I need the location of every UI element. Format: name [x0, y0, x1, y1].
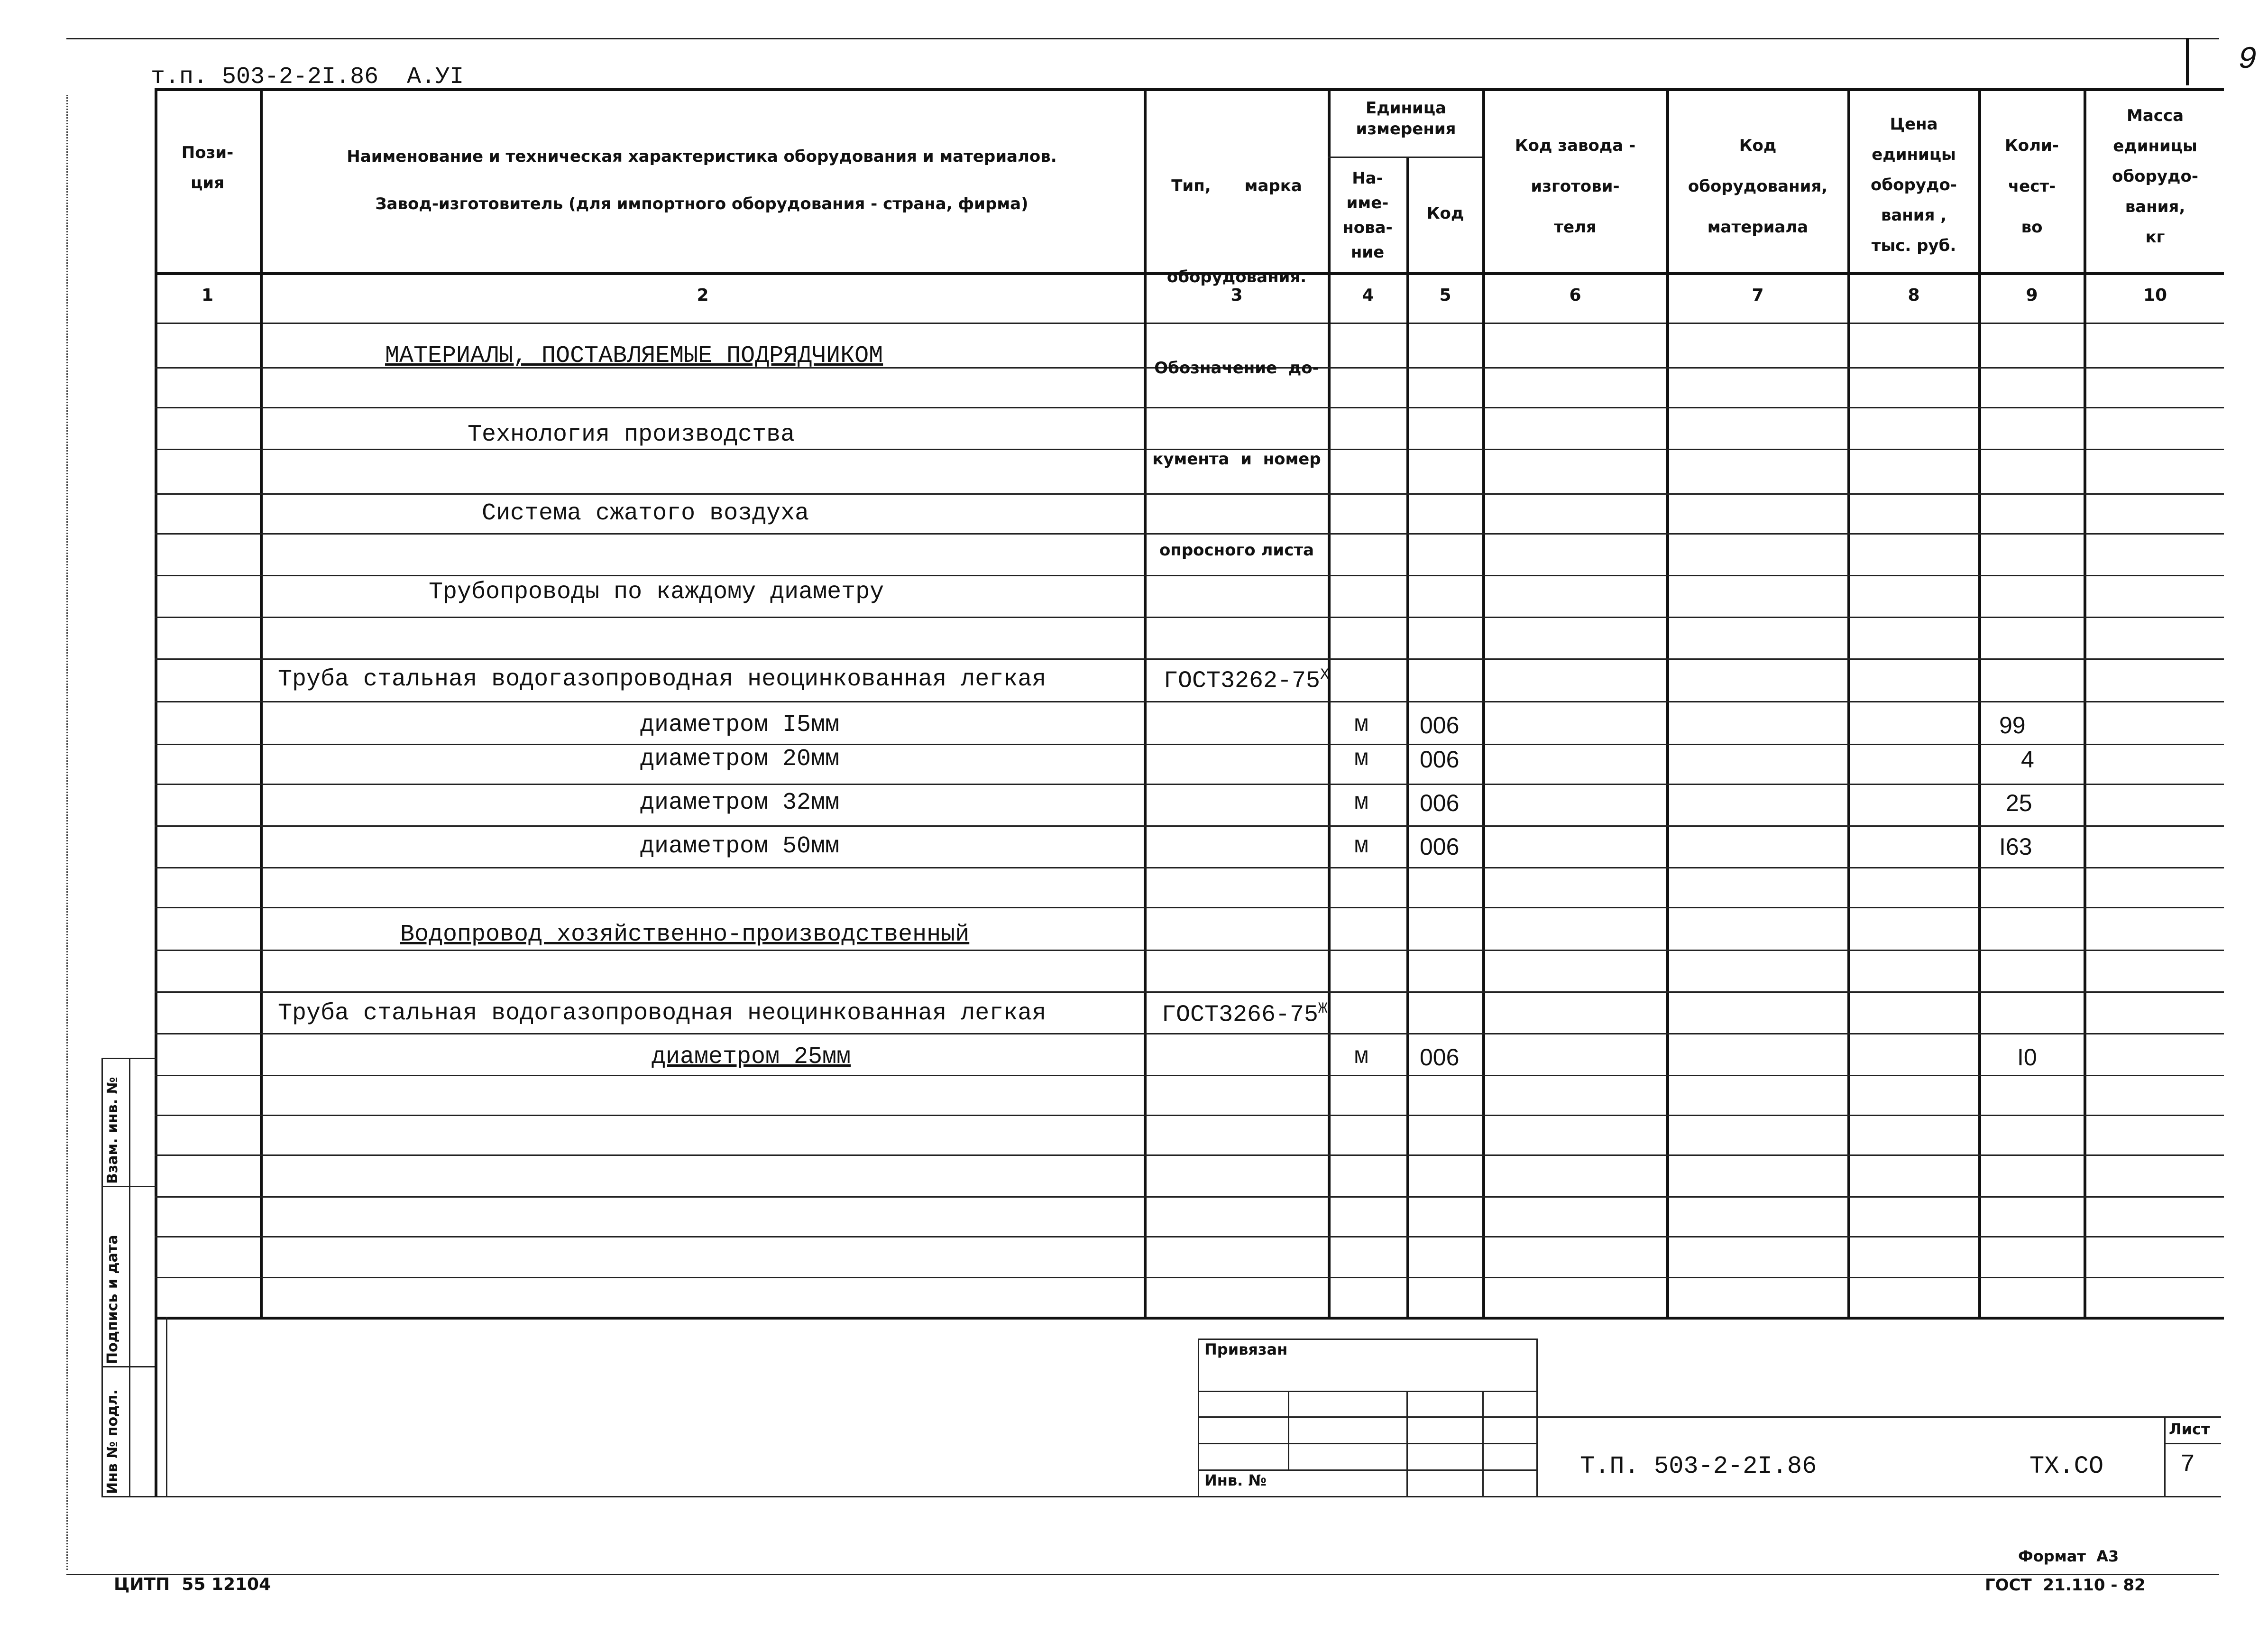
col-border-5 [1482, 88, 1485, 1317]
col-border-4 [1406, 157, 1409, 1317]
side-stamp-bottom [101, 1496, 2221, 1497]
page-top-line [66, 38, 2219, 39]
row-line [155, 825, 2224, 827]
section-title-materials: МАТЕРИАЛЫ, ПОСТАВЛЯЕМЫЕ ПОДРЯДЧИКОМ [385, 342, 883, 369]
col-border-8 [1978, 88, 1981, 1317]
stamp-mark: ТХ.СО [2029, 1452, 2104, 1480]
header-maker-code: Код завода - изготови- теля [1515, 136, 1636, 237]
quantity-cell: 25 [2006, 790, 2032, 816]
row-line [155, 744, 2224, 745]
diameter-label: диаметром I5мм [640, 711, 840, 739]
row-line [155, 950, 2224, 951]
table-top-border [155, 88, 2224, 91]
row-line [155, 784, 2224, 785]
row-line [155, 1115, 2224, 1116]
row-line [155, 867, 2224, 868]
cut-line [66, 95, 68, 1570]
side-inv-swap: Взам. инв. № [104, 1077, 121, 1184]
column-number: 10 [2143, 286, 2167, 305]
footer-format: Формат А3 [2018, 1547, 2119, 1565]
row-line [155, 1236, 2224, 1237]
row-line [155, 1277, 2224, 1278]
side-stamp-ext [166, 1317, 167, 1497]
side-stamp-top [101, 1058, 156, 1059]
unit-name-cell: м [1354, 833, 1369, 860]
section-title-pipes: Трубопроводы по каждому диаметру [429, 579, 884, 606]
side-inv-orig: Инв № подл. [104, 1389, 121, 1494]
col-border-9 [2084, 88, 2086, 1317]
col-border-3 [1328, 88, 1331, 1317]
stamp-grid-line [1198, 1443, 1537, 1444]
row-line [155, 907, 2224, 908]
unit-name-cell: м [1354, 746, 1369, 773]
footer-gost: ГОСТ 21.110 - 82 [1985, 1576, 2146, 1595]
unit-name-cell: м [1354, 789, 1369, 816]
col-border-1 [260, 88, 263, 1317]
corner-line [2186, 38, 2189, 85]
stamp-grid-vline [1288, 1391, 1289, 1469]
diameter-label: диаметром 50мм [640, 833, 840, 860]
row-line [155, 1154, 2224, 1156]
unit-code-cell: 006 [1420, 746, 1460, 773]
header-mass: Масса единицы оборудо- вания, кг [2112, 106, 2198, 247]
unit-name-cell: м [1354, 1043, 1369, 1071]
row-line [155, 617, 2224, 618]
row-line [155, 701, 2224, 702]
stamp-sheet-label: Лист [2169, 1420, 2210, 1438]
stamp-title-top [1536, 1416, 2221, 1418]
side-stamp-left [101, 1058, 103, 1496]
col-border-0 [155, 88, 157, 1317]
unit-name-cell: м [1354, 711, 1369, 739]
stamp-bound-left [1198, 1339, 1199, 1497]
side-sign-date: Подпись и дата [104, 1235, 121, 1364]
column-number: 3 [1230, 286, 1243, 305]
column-number: 7 [1752, 286, 1764, 305]
diameter-label: диаметром 25мм [651, 1043, 851, 1071]
stamp-bound-label: Привязан [1204, 1340, 1288, 1358]
stamp-grid-vline [1406, 1391, 1408, 1496]
stamp-bound-right [1536, 1339, 1538, 1497]
column-number: 4 [1362, 286, 1374, 305]
page-bottom-line [66, 1574, 2219, 1575]
header-pos: Пози- ция [181, 143, 234, 193]
header-qty: Коли- чест- во [2005, 136, 2059, 237]
header-price: Цена единицы оборудо- вания , тыс. руб. [1871, 115, 1957, 255]
footer-left-code: ЦИТП 55 12104 [114, 1575, 271, 1594]
pipe-item-gost: $ГОСТ3262-75^Х$ [1164, 666, 1330, 695]
unit-code-cell: 006 [1420, 1044, 1460, 1071]
row-line [155, 991, 2224, 993]
header-unit-code: Код [1426, 204, 1464, 223]
corner-mark: 9 [2238, 42, 2257, 77]
quantity-cell: I63 [1999, 833, 2032, 860]
stamp-grid-line [1198, 1416, 1537, 1418]
stamp-grid-line [1198, 1391, 1537, 1392]
column-number: 2 [697, 286, 709, 305]
col-border-7 [1847, 88, 1850, 1317]
stamp-inv-label: Инв. № [1204, 1471, 1267, 1489]
stamp-sheet-number: 7 [2180, 1450, 2195, 1478]
row-line [155, 1075, 2224, 1076]
stamp-sheet-sep [2164, 1416, 2166, 1496]
stamp-bound-top [1198, 1339, 1537, 1340]
diameter-label: диаметром 20мм [640, 746, 840, 773]
gost-superscript: Ж [1318, 1000, 1328, 1017]
row-line [155, 1033, 2224, 1034]
row-line [155, 658, 2224, 660]
diameter-label: диаметром 32мм [640, 789, 840, 816]
header-unit-group: Единица измерения [1356, 99, 1456, 138]
section-title-air: Система сжатого воздуха [482, 500, 809, 527]
section-title-technology: Технология производства [468, 421, 795, 448]
unit-subheader-line [1328, 157, 1482, 158]
header-equip-code: Код оборудования, материала [1688, 136, 1828, 237]
stamp-grid-vline [1482, 1391, 1484, 1496]
gost-superscript: Х [1320, 666, 1330, 683]
column-number: 9 [2026, 286, 2038, 305]
row-line [155, 1196, 2224, 1198]
pipe-item-name: Труба стальная водогазопроводная неоцинкованная легкая [278, 1000, 1047, 1027]
col-border-6 [1666, 88, 1669, 1317]
stamp-sheet-line [2164, 1443, 2221, 1444]
header-type: Тип, марка оборудования. Обозначение до- кумента и номер опросного листа [1152, 176, 1321, 560]
header-name: Наименование и техническая характеристика оборудования и материалов. Завод-изготовитель (для импортного оборудования - страна, фирма) [347, 147, 1057, 213]
side-stamp-sep [101, 1186, 156, 1187]
column-number: 6 [1569, 286, 1581, 305]
quantity-cell: 99 [1999, 712, 2026, 739]
pipe-item-name: Труба стальная водогазопроводная неоцинкованная легкая [278, 666, 1047, 693]
unit-code-cell: 006 [1420, 790, 1460, 816]
side-stamp-frame [155, 1317, 157, 1497]
side-stamp-mid [129, 1058, 130, 1496]
column-number: 1 [201, 286, 214, 305]
stamp-grid-line [1198, 1469, 1537, 1471]
section-title-water: Водопровод хозяйственно-производственный [400, 921, 970, 948]
unit-code-cell: 006 [1420, 712, 1460, 739]
table-bottom-border [155, 1317, 2224, 1320]
stamp-doc-code: Т.П. 503-2-2I.86 [1580, 1452, 1817, 1480]
column-number: 5 [1439, 286, 1451, 305]
pipe-item-gost: $ГОСТ3266-75^Ж$ [1162, 1000, 1328, 1029]
header-unit-name: На- име- нова- ние [1342, 169, 1393, 262]
side-stamp-sep [101, 1366, 156, 1367]
quantity-cell: I0 [2017, 1044, 2037, 1071]
quantity-cell: 4 [2021, 746, 2034, 773]
document-header-code: т.п. 503-2-2I.86 А.УI [151, 64, 464, 91]
unit-code-cell: 006 [1420, 833, 1460, 860]
column-number: 8 [1908, 286, 1920, 305]
